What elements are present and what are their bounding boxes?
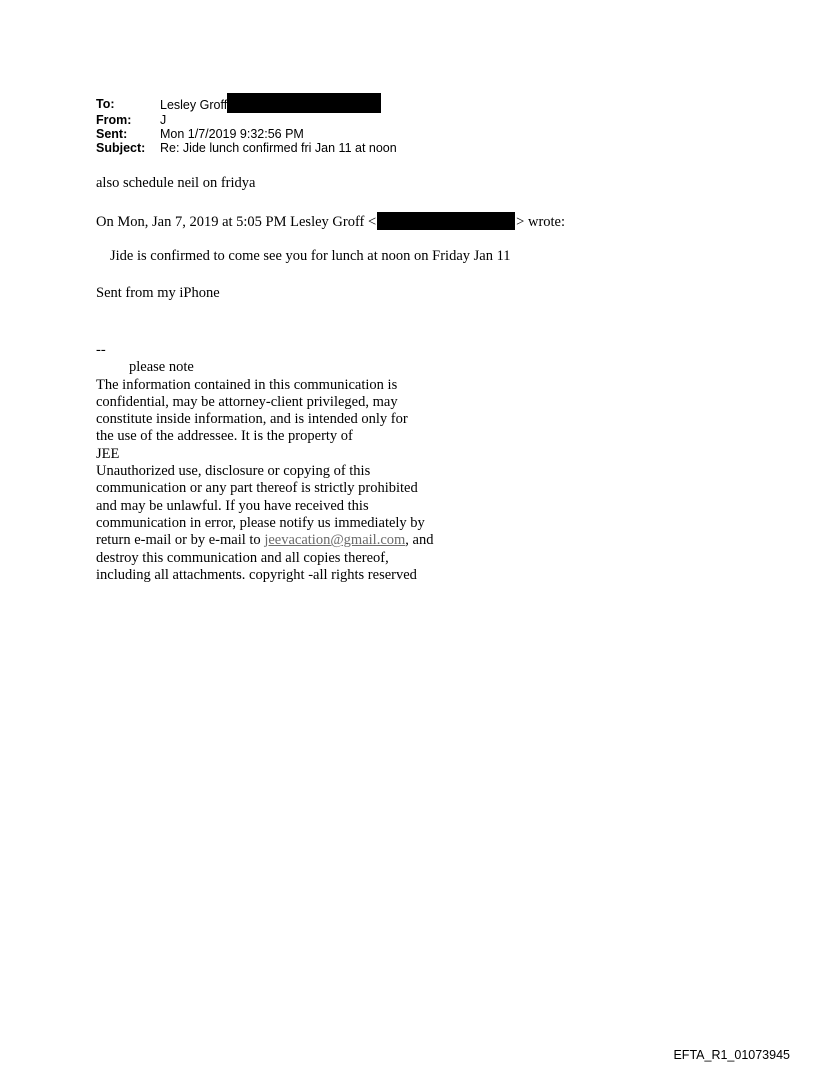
quote-intro-text: On Mon, Jan 7, 2019 at 5:05 PM Lesley Groff < [96, 214, 377, 230]
quote-intro [96, 212, 565, 231]
to-label: To: [96, 97, 115, 111]
redaction-box [377, 212, 515, 230]
sent-label: Sent: [96, 127, 128, 141]
footer-line: Unauthorized use, disclosure or copying of this [96, 463, 371, 480]
footer-line: including all attachments. copyright -all rights reserved [96, 566, 417, 583]
from-value: J [160, 113, 167, 127]
header-from-row [96, 113, 397, 127]
redaction-box [227, 93, 381, 113]
separator: -- [96, 342, 106, 358]
email-header [96, 97, 397, 155]
body-line: also schedule neil on fridya [96, 175, 256, 191]
footer-line: constitute inside information, and is intended only for [96, 411, 408, 428]
sent-value: Mon 1/7/2019 9:32:56 PM [160, 127, 304, 141]
footer-line: communication or any part thereof is strictly prohibited [96, 480, 418, 497]
header-subject-row [96, 141, 397, 155]
footer-email-suffix: , and [405, 532, 434, 549]
footer-line: JEE [96, 445, 120, 462]
quote-intro-end: > wrote: [516, 214, 566, 230]
footer-line: the use of the addressee. It is the property of [96, 428, 353, 445]
quoted-message: Jide is confirmed to come see you for lunch at noon on Friday Jan 11 [110, 248, 511, 264]
header-to-row [96, 97, 397, 113]
footer-line: confidential, may be attorney-client privileged, may [96, 393, 398, 410]
footer-line: and may be unlawful. If you have received this [96, 497, 369, 514]
footer-email-line [96, 532, 433, 549]
footer-email-prefix: return e-mail or by e-mail to [96, 532, 265, 549]
bates-number: EFTA_R1_01073945 [673, 1048, 790, 1062]
please-note: please note [129, 359, 194, 376]
email-link[interactable]: jeevacation@gmail.com [264, 532, 406, 549]
signature: Sent from my iPhone [96, 285, 220, 301]
footer-line: destroy this communication and all copies thereof, [96, 549, 389, 566]
header-sent-row [96, 127, 397, 141]
subject-value: Re: Jide lunch confirmed fri Jan 11 at noon [160, 141, 397, 155]
footer-line: The information contained in this communication is [96, 376, 398, 393]
to-name: Lesley Groff [160, 98, 228, 112]
confidentiality-footer [96, 342, 433, 584]
to-value [160, 97, 381, 113]
from-label: From: [96, 113, 132, 127]
footer-line: communication in error, please notify us immediately by [96, 514, 425, 531]
subject-label: Subject: [96, 141, 146, 155]
